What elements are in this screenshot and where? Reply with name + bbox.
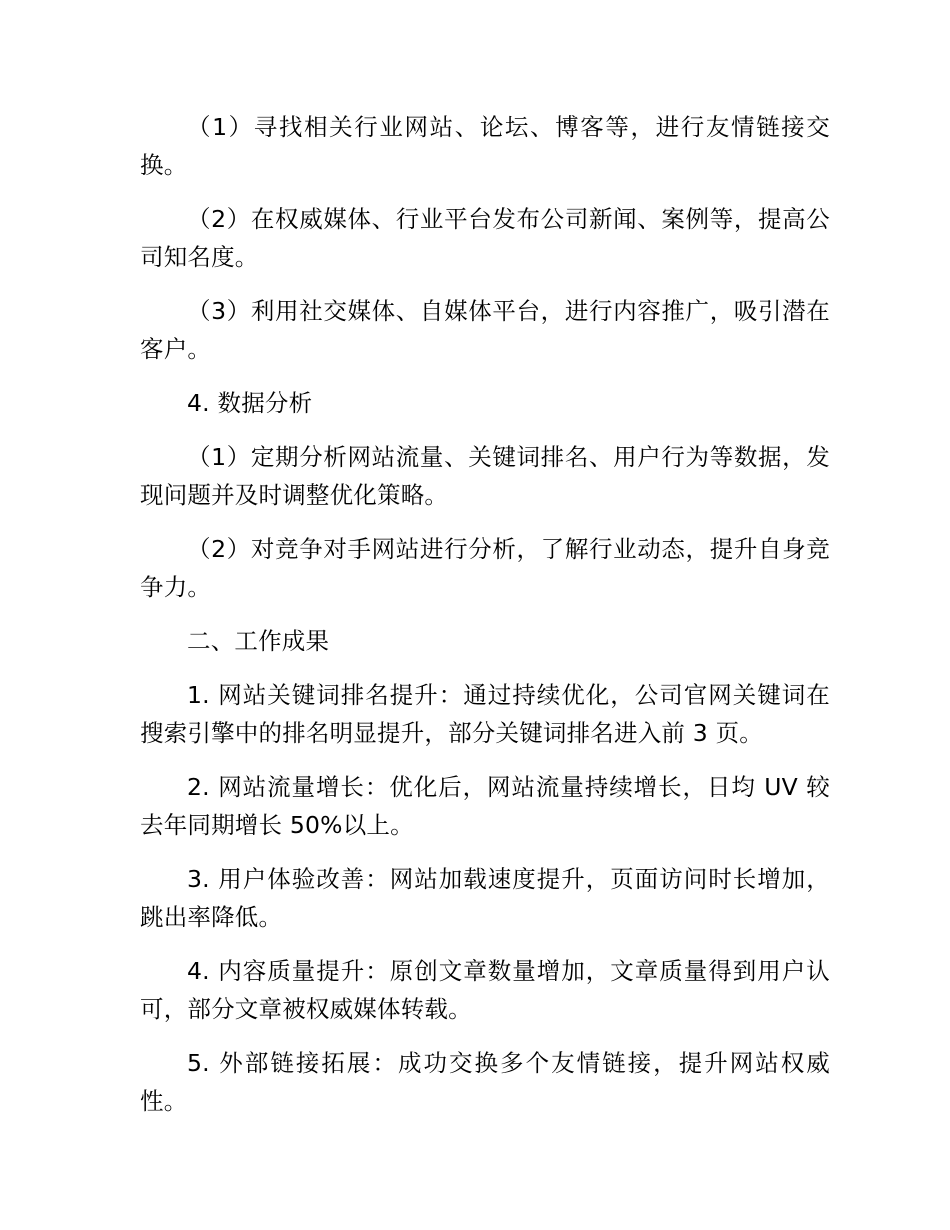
paragraph-user-experience: 3. 用户体验改善：网站加载速度提升，页面访问时长增加，跳出率降低。: [140, 865, 830, 931]
paragraph-content-quality: 4. 内容质量提升：原创文章数量增加，文章质量得到用户认可，部分文章被权威媒体转载。: [140, 957, 830, 1023]
paragraph-link-exchange: （1）寻找相关行业网站、论坛、博客等，进行友情链接交换。: [140, 113, 830, 179]
document-page: [140, 108, 830, 1136]
paragraph-keyword-ranking: 1. 网站关键词排名提升：通过持续优化，公司官网关键词在搜索引擎中的排名明显提升，部分关键词排名进入前 3 页。: [140, 681, 830, 747]
paragraph-social-promotion: （3）利用社交媒体、自媒体平台，进行内容推广，吸引潜在客户。: [140, 297, 830, 363]
paragraph-traffic-analysis: （1）定期分析网站流量、关键词排名、用户行为等数据，发现问题并及时调整优化策略。: [140, 443, 830, 509]
section-heading-work-results: 二、工作成果: [187, 627, 330, 655]
paragraph-media-publish: （2）在权威媒体、行业平台发布公司新闻、案例等，提高公司知名度。: [140, 205, 830, 271]
paragraph-competitor-analysis: （2）对竞争对手网站进行分析，了解行业动态，提升自身竞争力。: [140, 535, 830, 601]
section-heading-data-analysis: 4. 数据分析: [187, 389, 313, 417]
paragraph-external-links: 5. 外部链接拓展：成功交换多个友情链接，提升网站权威性。: [140, 1049, 830, 1115]
paragraph-traffic-growth: 2. 网站流量增长：优化后，网站流量持续增长，日均 UV 较去年同期增长 50%以上。: [140, 773, 830, 839]
